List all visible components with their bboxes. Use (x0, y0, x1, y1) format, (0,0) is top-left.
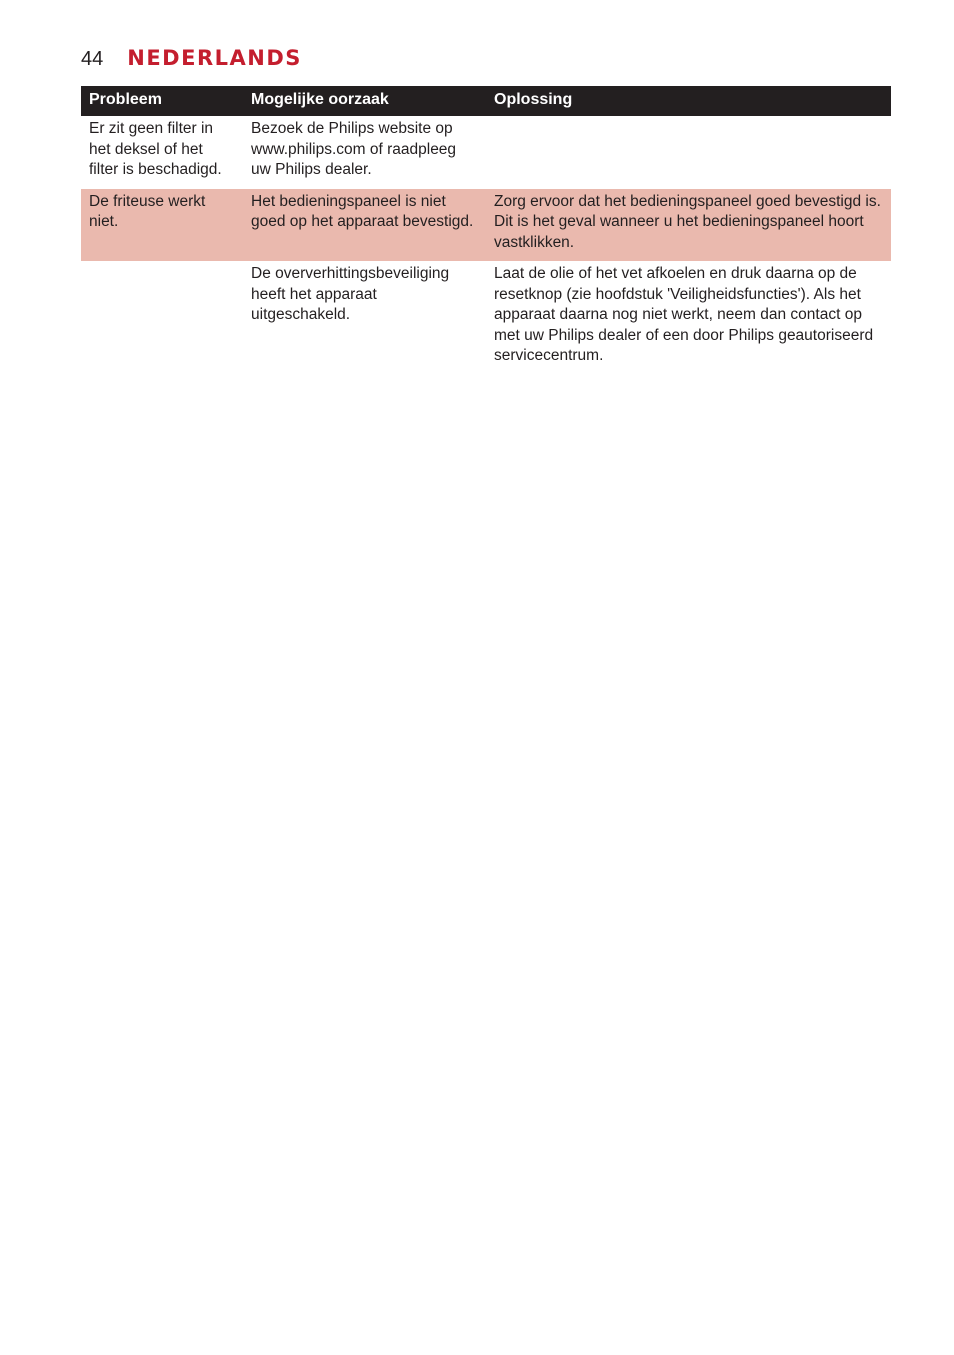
cell-probleem: De friteuse werkt niet. (81, 189, 243, 262)
cell-oorzaak: Het bedieningspaneel is niet goed op het apparaat bevestigd. (243, 189, 486, 262)
table-row (81, 189, 891, 262)
table-row (81, 261, 891, 375)
page-header (81, 46, 302, 71)
cell-oorzaak: Bezoek de Philips website op www.philips.com of raadpleeg uw Philips dealer. (251, 120, 457, 178)
cell-oplossing (486, 116, 891, 189)
cell-probleem (81, 261, 243, 375)
column-header-probleem: Probleem (81, 86, 243, 116)
cell-oplossing: Zorg ervoor dat het bedieningspaneel goed bevestigd is. Dit is het geval wanneer u het bedieningspaneel hoort vastklikken. (486, 189, 891, 262)
cell-probleem: Er zit geen filter in het deksel of het filter is beschadigd. (89, 120, 222, 178)
cell-oorzaak: De oververhittingsbeveiliging heeft het apparaat uitgeschakeld. (251, 265, 450, 323)
page-number: 44 (81, 48, 104, 70)
section-title: NEDERLANDS (127, 46, 302, 70)
table-row (81, 116, 891, 189)
column-header-oplossing: Oplossing (486, 86, 891, 116)
troubleshooting-table (81, 86, 891, 375)
column-header-oorzaak: Mogelijke oorzaak (243, 86, 486, 116)
table-header-row (81, 86, 891, 116)
cell-oplossing: Laat de olie of het vet afkoelen en druk daarna op de resetknop (zie hoofdstuk 'Veiligheidsfuncties'). Als het apparaat daarna nog niet werkt, neem dan contact op met uw Philips dealer of een door Philips geautoriseerd servicecentrum. (494, 265, 874, 364)
